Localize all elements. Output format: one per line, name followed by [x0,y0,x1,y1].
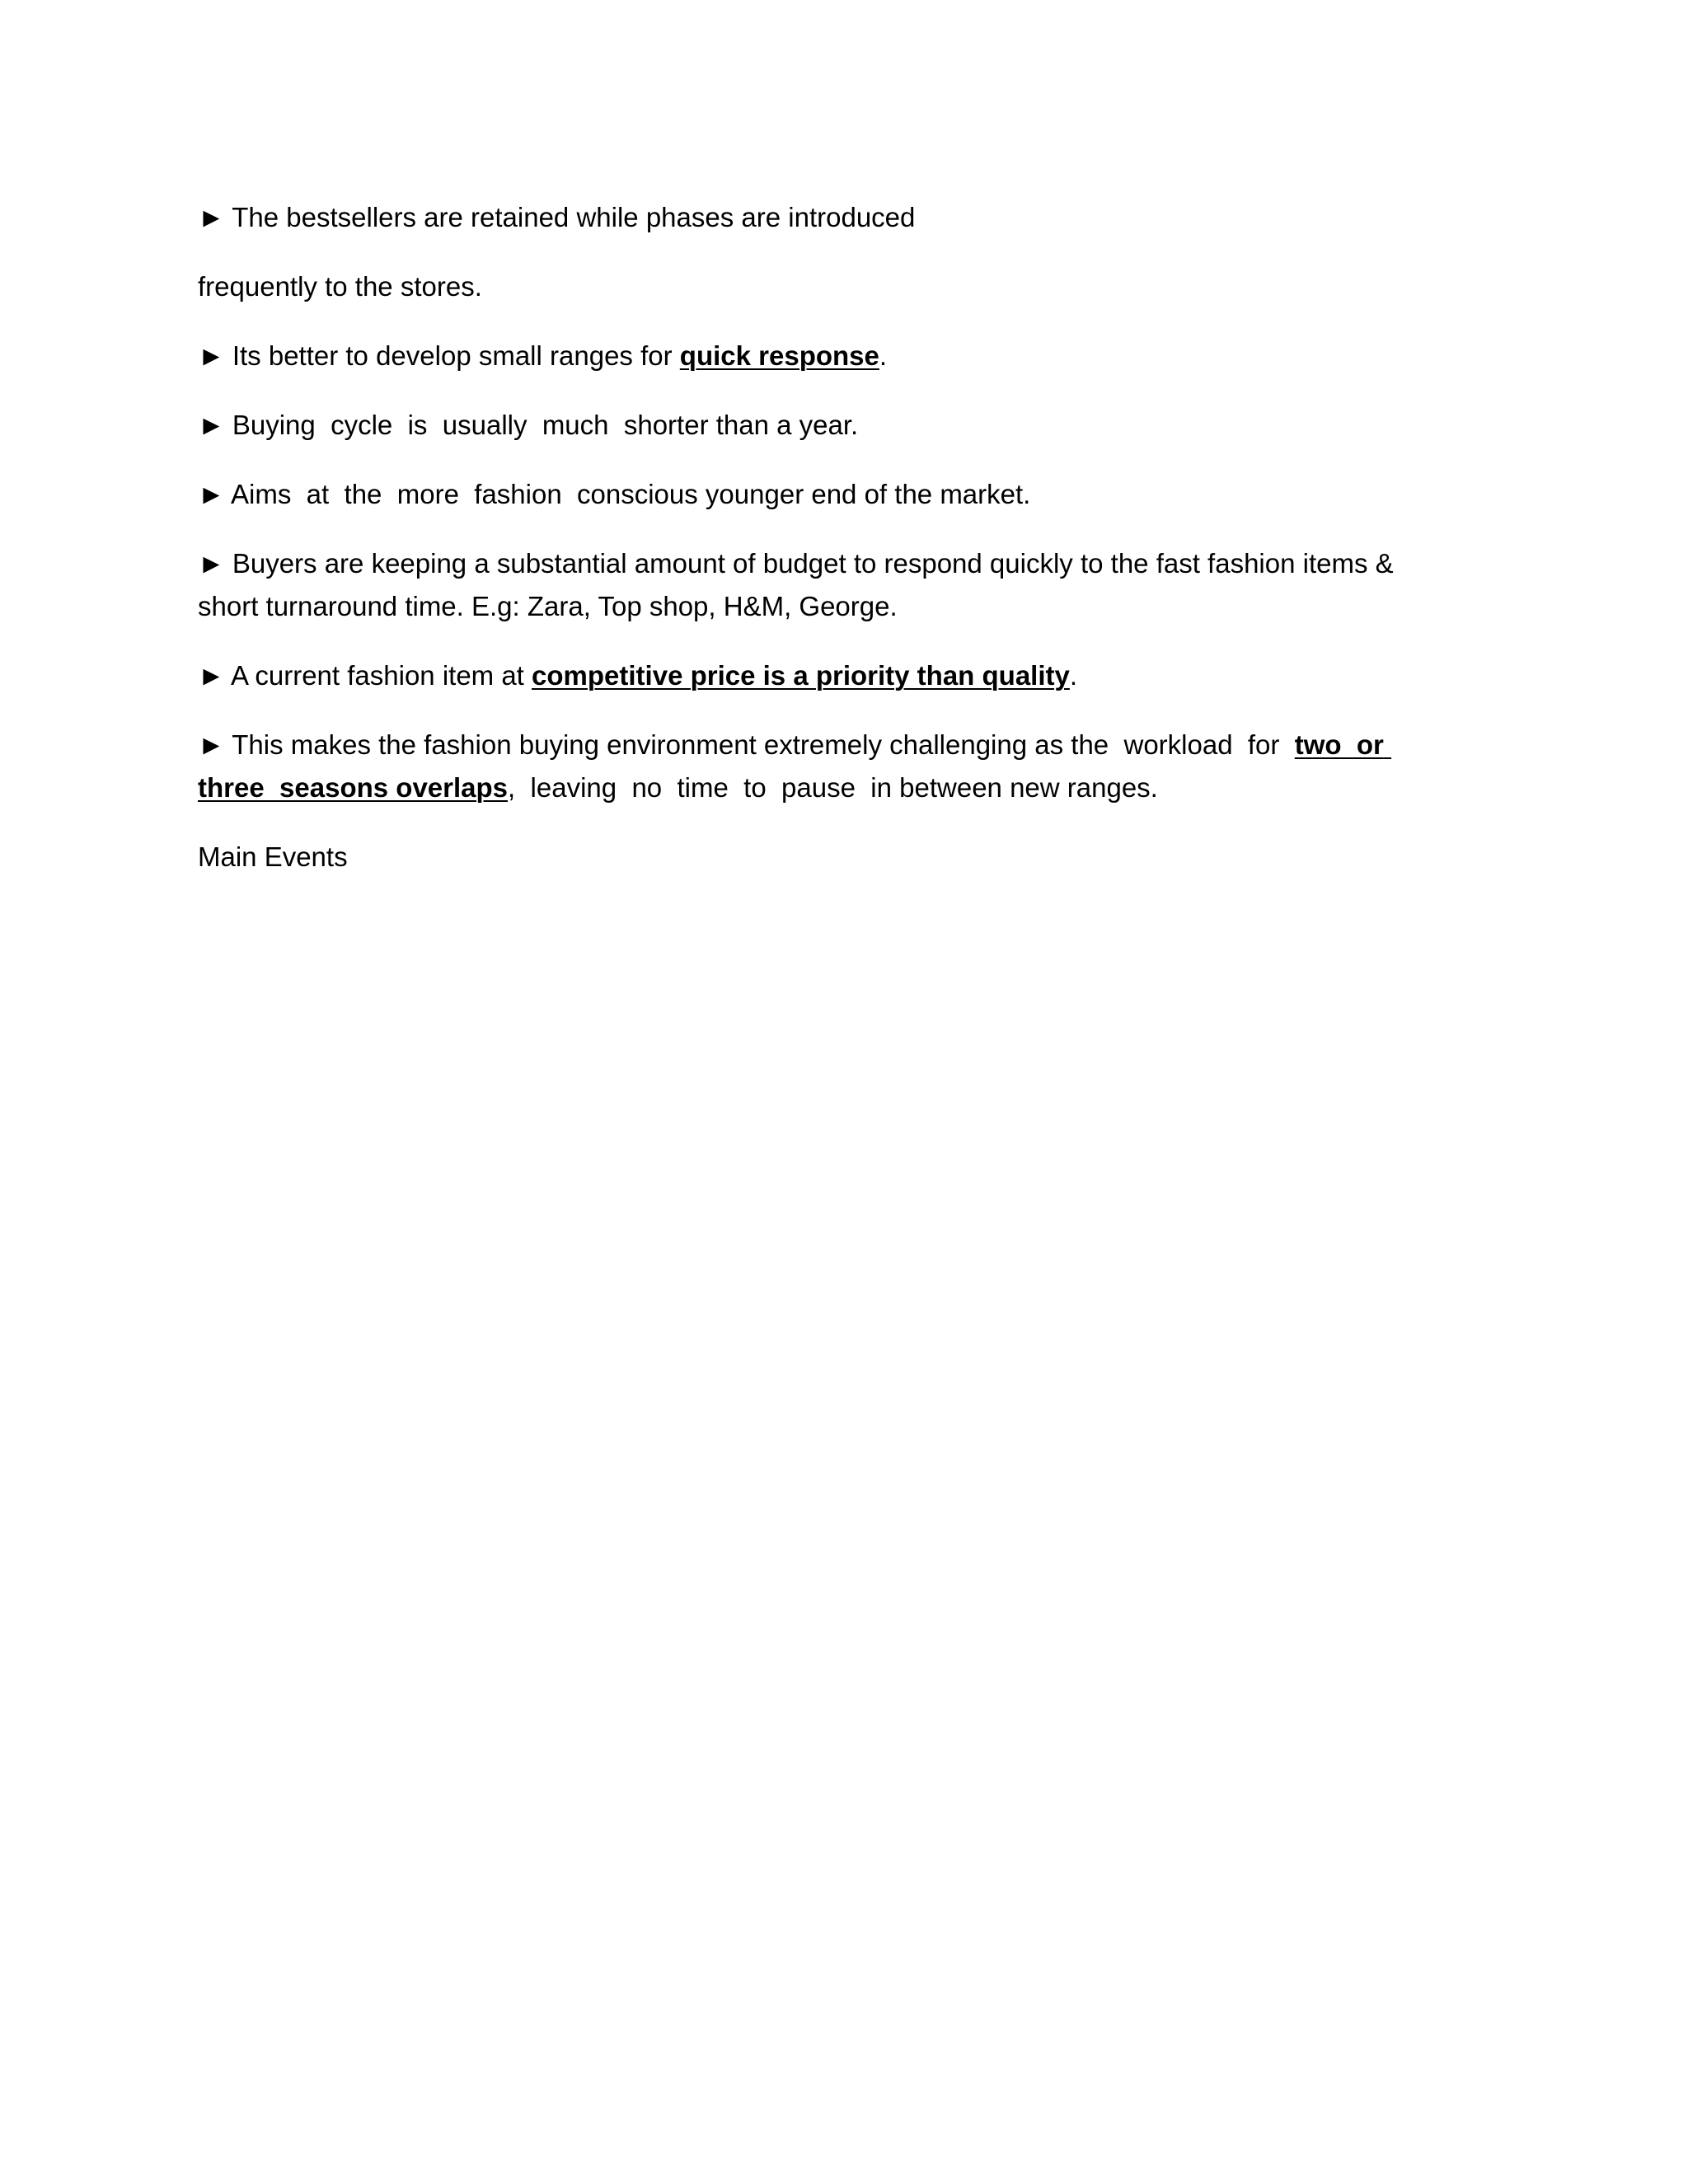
paragraph-buyers-budget [198,542,1451,628]
paragraph-text: ► Buying cycle is usually much shorter than a year. [198,410,859,440]
emphasis-seasons-overlaps: two or three seasons overlaps [198,729,1392,803]
paragraph-text: . [879,340,888,371]
section-heading-main-events [198,836,1451,879]
paragraph-text: , leaving no time to pause in between new ranges. [508,772,1158,803]
paragraph-text: . [1069,660,1078,691]
paragraph-text: ► Its better to develop small ranges for [198,340,680,371]
paragraph-challenging-environment [198,724,1451,809]
emphasis-competitive-price: competitive price is a priority than quality [532,660,1070,691]
paragraph-text: ► The bestsellers are retained while phases are introduced [198,202,916,232]
paragraph-buying-cycle [198,404,1451,447]
paragraph-small-ranges [198,335,1451,377]
paragraph-text: ► A current fashion item at [198,660,532,691]
paragraph-text: ► Buyers are keeping a substantial amount of budget to respond quickly to the fast fashion items & short turnaround time. E.g: Zara, Top shop, H&M, George. [198,548,1394,621]
paragraph-frequently [198,265,1451,308]
paragraph-competitive-price [198,654,1451,697]
paragraph-text: Main Events [198,841,348,872]
document-body [198,196,1451,905]
paragraph-text: ► This makes the fashion buying environment extremely challenging as the workload for [198,729,1295,760]
paragraph-text: ► Aims at the more fashion conscious younger end of the market. [198,479,1031,509]
emphasis-quick-response: quick response [679,340,879,371]
paragraph-aims [198,473,1451,516]
paragraph-text: frequently to the stores. [198,271,482,302]
paragraph-bestsellers [198,196,1451,239]
